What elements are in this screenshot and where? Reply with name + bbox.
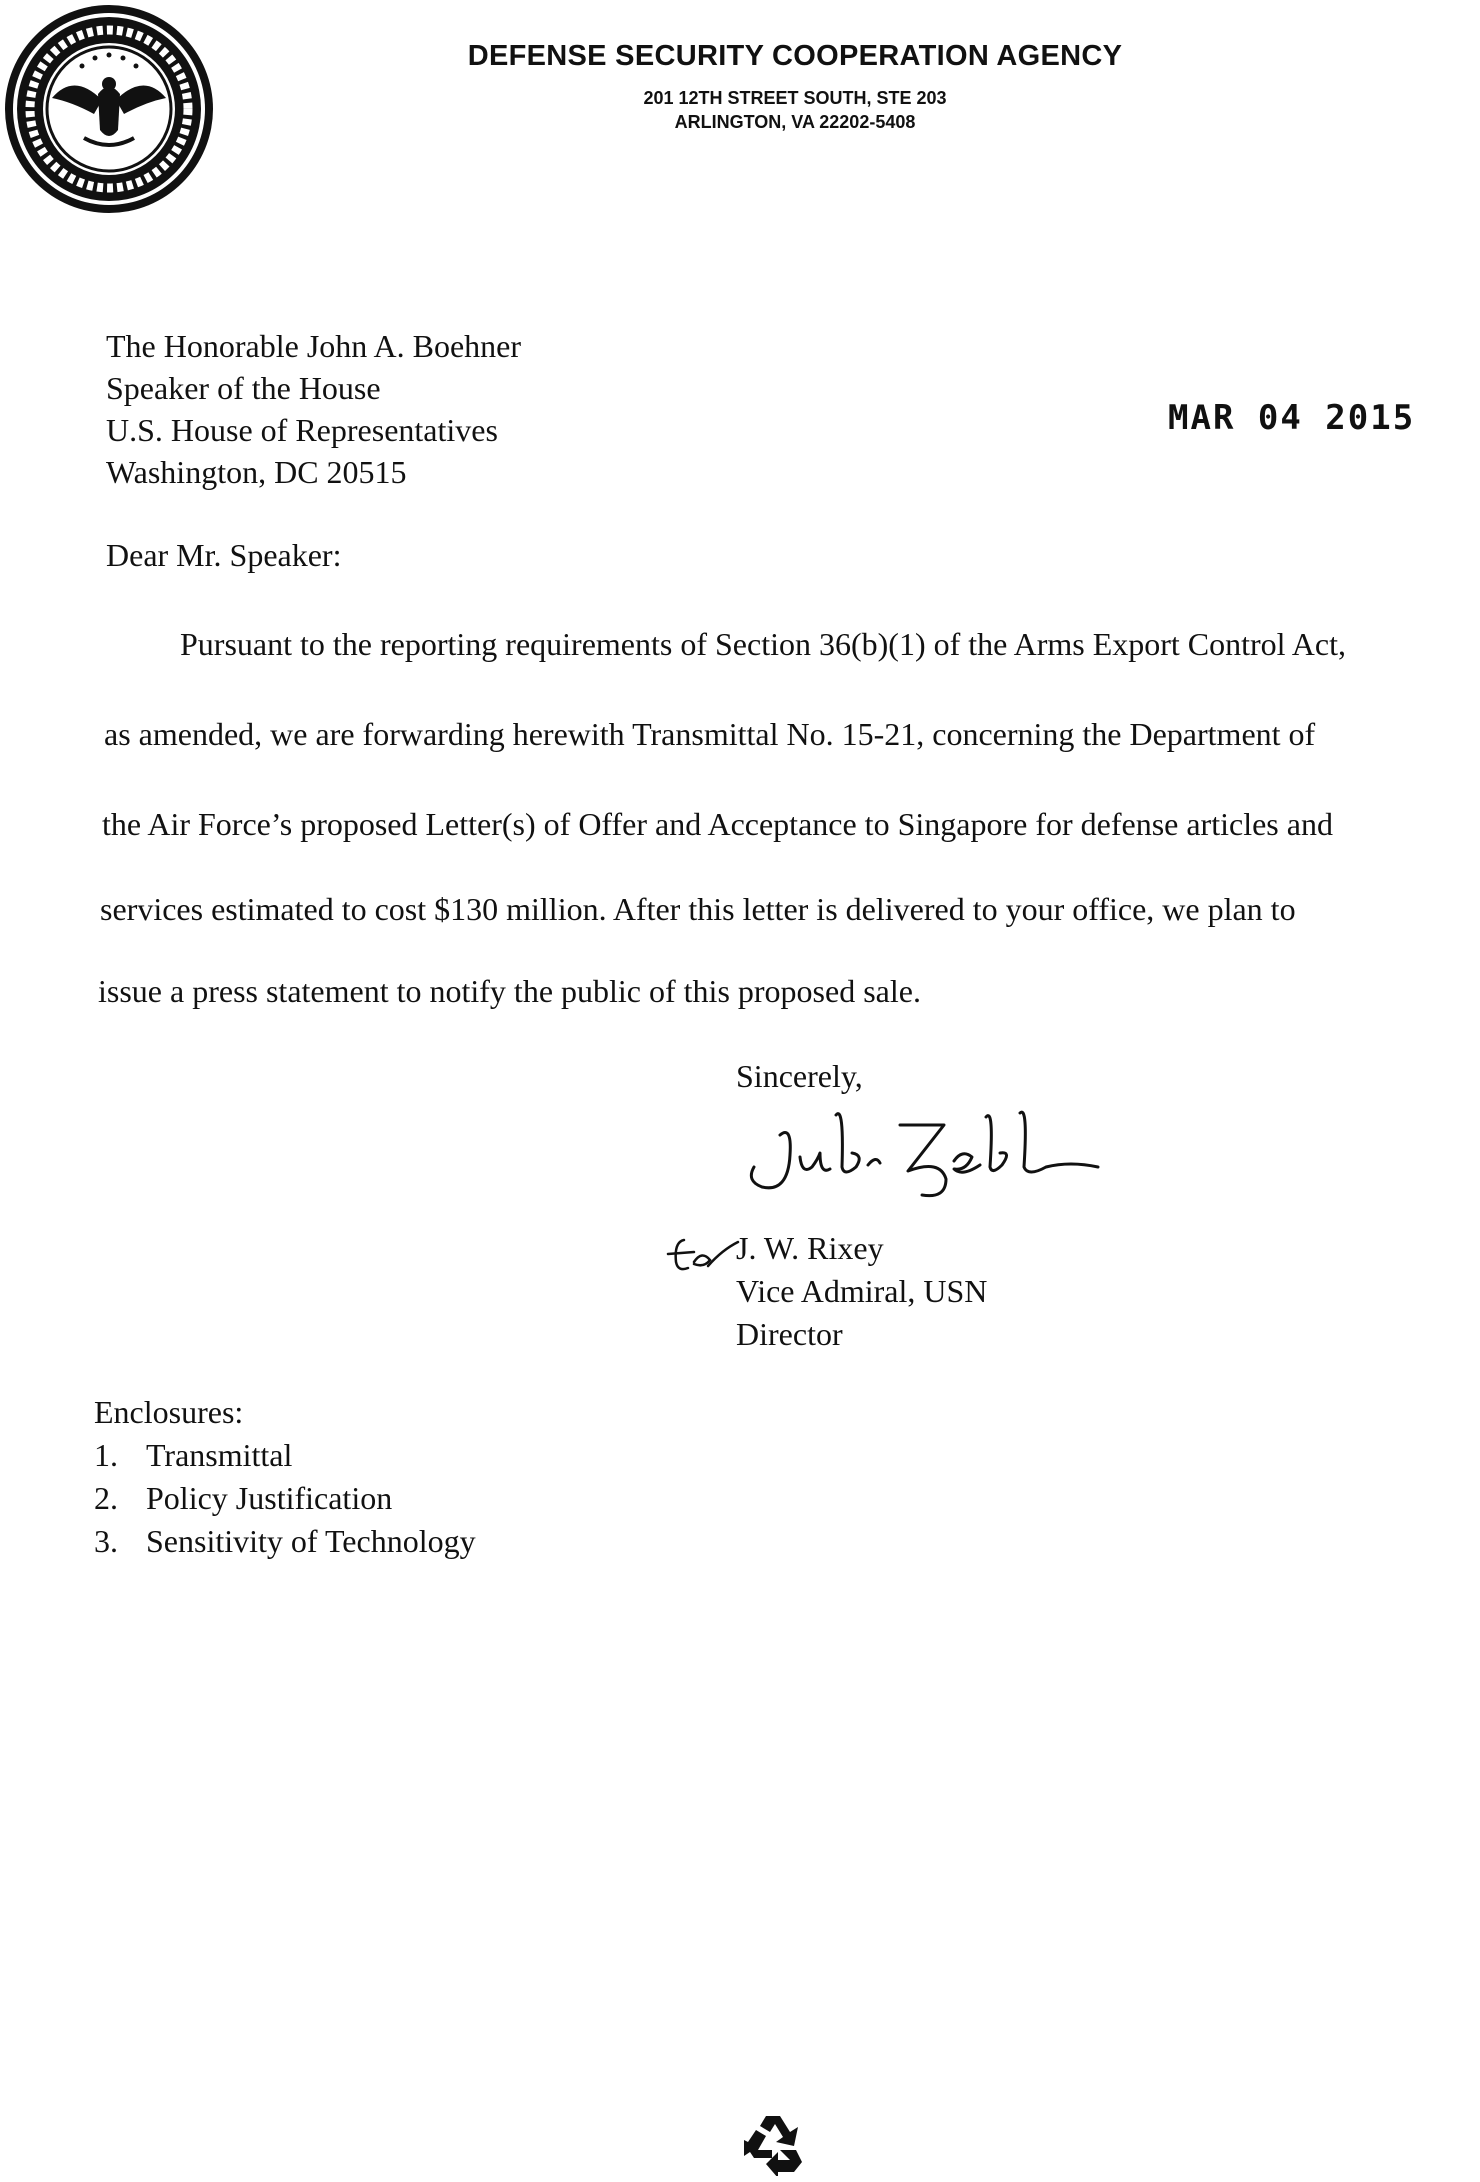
agency-city-address: ARLINGTON, VA 22202-5408 bbox=[674, 112, 916, 132]
body-line-4: services estimated to cost $130 million. After this letter is delivered to your office, we plan to bbox=[100, 891, 1296, 927]
signer-rank: Vice Admiral, USN bbox=[736, 1273, 988, 1309]
enclosure-item: Transmittal bbox=[146, 1437, 293, 1473]
date-stamp: MAR 04 2015 bbox=[1168, 398, 1416, 438]
recipient-address: Washington, DC 20515 bbox=[106, 454, 407, 490]
salutation: Dear Mr. Speaker: bbox=[106, 537, 342, 573]
agency-name: DEFENSE SECURITY COOPERATION AGENCY bbox=[467, 40, 1123, 72]
recipient-title: Speaker of the House bbox=[106, 370, 381, 406]
body-line-3: the Air Force’s proposed Letter(s) of Offer and Acceptance to Singapore for defense articles and bbox=[102, 806, 1333, 842]
enclosure-number: 2. bbox=[94, 1480, 118, 1516]
body-line-5: issue a press statement to notify the public of this proposed sale. bbox=[98, 973, 921, 1009]
handwritten-signature bbox=[740, 1095, 1110, 1205]
enclosures-heading: Enclosures: bbox=[94, 1394, 244, 1430]
signer-position: Director bbox=[736, 1316, 843, 1352]
body-line-2: as amended, we are forwarding herewith Transmittal No. 15-21, concerning the Department of bbox=[104, 716, 1316, 752]
enclosure-item: Sensitivity of Technology bbox=[146, 1523, 476, 1559]
for-initials-mark bbox=[664, 1232, 740, 1278]
body-line-1: Pursuant to the reporting requirements of Section 36(b)(1) of the Arms Export Control Act, bbox=[180, 626, 1346, 662]
recipient-name: The Honorable John A. Boehner bbox=[106, 328, 522, 364]
enclosure-number: 3. bbox=[94, 1523, 118, 1559]
signer-name: J. W. Rixey bbox=[736, 1230, 884, 1266]
recycle-icon bbox=[740, 2110, 806, 2176]
closing: Sincerely, bbox=[736, 1058, 863, 1094]
enclosure-number: 1. bbox=[94, 1437, 118, 1473]
agency-street-address: 201 12TH STREET SOUTH, STE 203 bbox=[643, 88, 947, 108]
dod-seal-icon bbox=[2, 2, 216, 216]
recipient-organization: U.S. House of Representatives bbox=[106, 412, 498, 448]
enclosure-item: Policy Justification bbox=[146, 1480, 393, 1516]
